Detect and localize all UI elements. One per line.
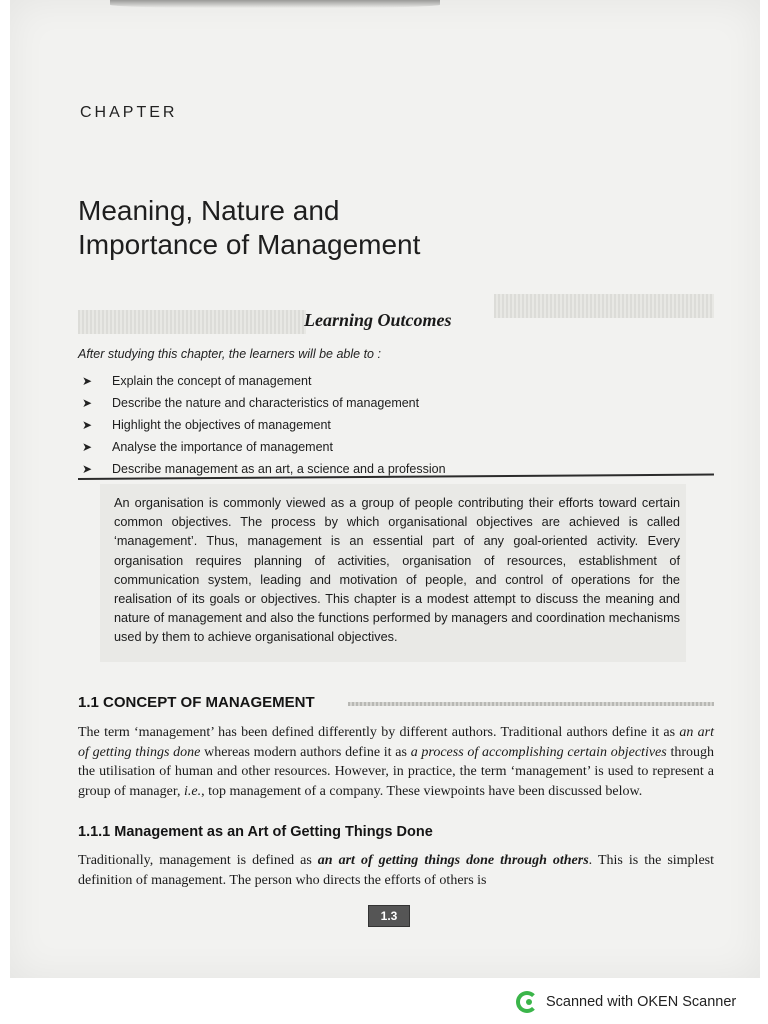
subsection-heading: 1.1.1 Management as an Art of Getting Things Done — [78, 824, 433, 840]
text-run: Traditionally, management is defined as — [78, 853, 318, 868]
list-item-text: Describe the nature and characteristics of management — [112, 396, 420, 410]
list-item-text: Describe management as an art, a science and a profession — [112, 462, 446, 476]
learning-outcomes-list — [82, 370, 446, 480]
emphasis-text: a process of accomplishing certain objectives — [410, 744, 667, 760]
arrow-bullet-icon: ➤ — [82, 462, 93, 476]
section-heading-rule — [348, 702, 714, 706]
arrow-bullet-icon: ➤ — [82, 418, 93, 432]
list-item — [82, 370, 446, 392]
text-run: whereas modern authors define it as — [200, 744, 411, 760]
intro-paragraph: An organisation is commonly viewed as a group of people contributing their efforts toward certain common objectives. The process by which organisational objectives are achieved is called ‘management’. Thus, management is an essential part of any goal-oriented activity. Every organisation requires planning of activities, organisation of resources, establishment of communication system, leading and motivation of people, and control of operations for the realisation of its goals or objectives. This chapter is a modest attempt to discuss the meaning and nature of management and also the functions performed by managers and coordination mechanisms used by them to achieve organisational objectives. — [114, 496, 680, 645]
arrow-bullet-icon: ➤ — [82, 396, 93, 410]
text-run: . This is the simplest definition of management. The person who directs the efforts of others is — [78, 853, 714, 888]
emphasis-text: an art of getting things done through others — [317, 853, 589, 868]
emphasis-text: an art of getting things done — [78, 725, 714, 760]
list-item — [82, 392, 446, 414]
arrow-bullet-icon: ➤ — [82, 440, 93, 454]
list-item-text: Highlight the objectives of management — [112, 418, 331, 432]
chapter-title — [78, 194, 498, 262]
learning-outcomes-band-right — [494, 294, 714, 318]
learning-outcomes-intro: After studying this chapter, the learners will be able to : — [78, 347, 381, 361]
section-heading: 1.1 CONCEPT OF MANAGEMENT — [78, 694, 315, 711]
page-number: 1.3 — [368, 905, 410, 927]
subsection-paragraph — [78, 851, 714, 890]
chapter-label: CHAPTER — [80, 104, 178, 121]
page-top-shadow — [110, 0, 440, 8]
chapter-title-line2: Importance of Management — [78, 229, 421, 260]
learning-outcomes-band-left — [78, 310, 306, 334]
text-run: , top management of a company. These viewpoints have been discussed below. — [201, 783, 643, 799]
learning-outcomes-heading: Learning Outcomes — [304, 310, 452, 330]
arrow-bullet-icon: ➤ — [82, 374, 93, 388]
scanner-watermark — [516, 990, 736, 1014]
oken-logo-icon — [516, 991, 538, 1013]
list-item — [82, 436, 446, 458]
chapter-title-line1: Meaning, Nature and — [78, 195, 340, 226]
list-item-text: Analyse the importance of management — [112, 440, 333, 454]
emphasis-text: i.e. — [183, 783, 202, 799]
list-item — [82, 414, 446, 436]
scanner-text: Scanned with OKEN Scanner — [546, 994, 737, 1010]
text-run: The term ‘management’ has been defined differently by different authors. Traditional authors define it as — [78, 725, 680, 740]
section-paragraph — [78, 723, 714, 801]
text-run: through the utilisation of human and other resources. However, in practice, the term ‘management’ is used to represent a group of manager, — [78, 744, 714, 799]
list-item-text: Explain the concept of management — [112, 374, 312, 388]
